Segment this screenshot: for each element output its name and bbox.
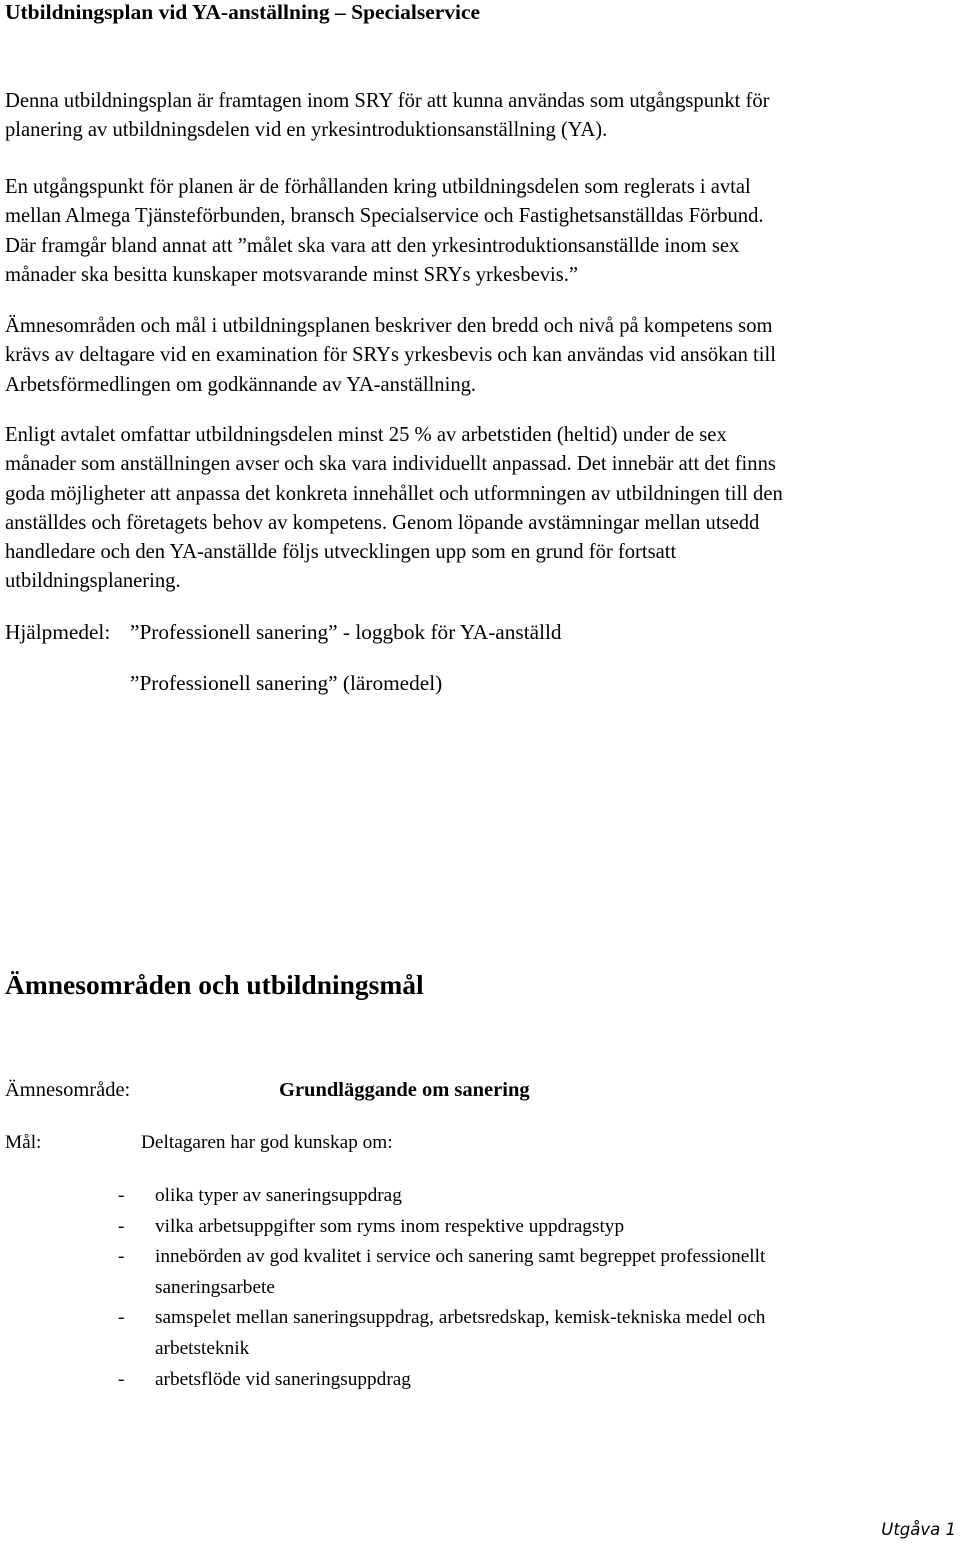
paragraph-line: krävs av deltagare vid en examination för SRYs yrkesbevis och kan användas vid ansökan till	[5, 344, 776, 367]
subject-value: Grundläggande om sanering	[279, 1079, 530, 1101]
paragraph-line: handledare och den YA-anställde följs utvecklingen upp som en grund för fortsatt	[5, 541, 677, 564]
list-item	[118, 1242, 938, 1303]
list-item	[118, 1181, 938, 1212]
subject-label: Ämnesområde:	[5, 1079, 131, 1101]
list-item	[118, 1365, 938, 1396]
list-item-text: innebörden av god kvalitet i service och sanering samt begreppet professionellt	[155, 1246, 766, 1268]
dash-bullet: -	[118, 1215, 125, 1237]
background-paragraph	[5, 173, 960, 290]
paragraph-line: Ämnesområden och mål i utbildningsplanen beskriver den bredd och nivå på kompetens som	[5, 315, 773, 337]
goal-intro: Deltagaren har god kunskap om:	[141, 1132, 393, 1153]
aids-label: Hjälpmedel:	[5, 620, 111, 644]
section-heading: Ämnesområden och utbildningsmål	[5, 969, 424, 1000]
list-item-text-continued: arbetsteknik	[155, 1337, 250, 1359]
paragraph-line: Denna utbildningsplan är framtagen inom SRY för att kunna användas som utgångspunkt för	[5, 90, 770, 112]
list-item-text-continued: saneringsarbete	[155, 1276, 275, 1298]
dash-bullet: -	[118, 1185, 125, 1206]
goal-label: Mål:	[5, 1132, 42, 1153]
list-item	[118, 1303, 938, 1364]
aids-item: ”Professionell sanering” - loggbok för YA-anställd	[130, 620, 562, 644]
paragraph-line: Där framgår bland annat att ”målet ska vara att den yrkesintroduktionsanställde inom sex	[5, 234, 740, 257]
dash-bullet: -	[118, 1307, 125, 1329]
paragraph-line: En utgångspunkt för planen är de förhållanden kring utbildningsdelen som reglerats i avtal	[5, 176, 751, 198]
list-item	[118, 1212, 938, 1243]
paragraph-line: månader ska besitta kunskaper motsvarande minst SRYs yrkesbevis.”	[5, 263, 579, 286]
list-item-text: samspelet mellan saneringsuppdrag, arbetsredskap, kemisk-tekniska medel och	[155, 1307, 766, 1329]
paragraph-line: goda möjligheter att anpassa det konkreta innehållet och utformningen av utbildningen till den	[5, 482, 783, 505]
subjects-intro-paragraph	[5, 312, 960, 400]
goal-list	[118, 1181, 938, 1395]
intro-paragraph	[5, 87, 960, 146]
list-item-text: olika typer av saneringsuppdrag	[155, 1185, 402, 1206]
dash-bullet: -	[118, 1246, 125, 1268]
paragraph-line: Arbetsförmedlingen om godkännande av YA-anställning.	[5, 373, 477, 396]
list-item-text: arbetsflöde vid saneringsuppdrag	[155, 1368, 411, 1390]
list-item-text: vilka arbetsuppgifter som ryms inom respektive uppdragstyp	[155, 1215, 625, 1237]
agreement-paragraph	[5, 421, 960, 597]
aids-item: ”Professionell sanering” (läromedel)	[130, 671, 443, 695]
edition-footer: Utgåva 1	[881, 1520, 956, 1539]
paragraph-line: Enligt avtalet omfattar utbildningsdelen minst 25 % av arbetstiden (heltid) under de sex	[5, 424, 727, 446]
document-title: Utbildningsplan vid YA-anställning – Specialservice	[5, 0, 481, 24]
paragraph-line: månader som anställningen avser och ska vara individuellt anpassad. Det innebär att det finns	[5, 453, 776, 476]
paragraph-line: utbildningsplanering.	[5, 570, 181, 593]
paragraph-line: anställdes och företagets behov av kompetens. Genom löpande avstämningar mellan utsedd	[5, 511, 760, 534]
dash-bullet: -	[118, 1368, 125, 1390]
paragraph-line: planering av utbildningsdelen vid en yrkesintroduktionsanställning (YA).	[5, 119, 608, 142]
paragraph-line: mellan Almega Tjänsteförbunden, bransch Specialservice och Fastighetsanställdas Förbund.	[5, 205, 764, 228]
